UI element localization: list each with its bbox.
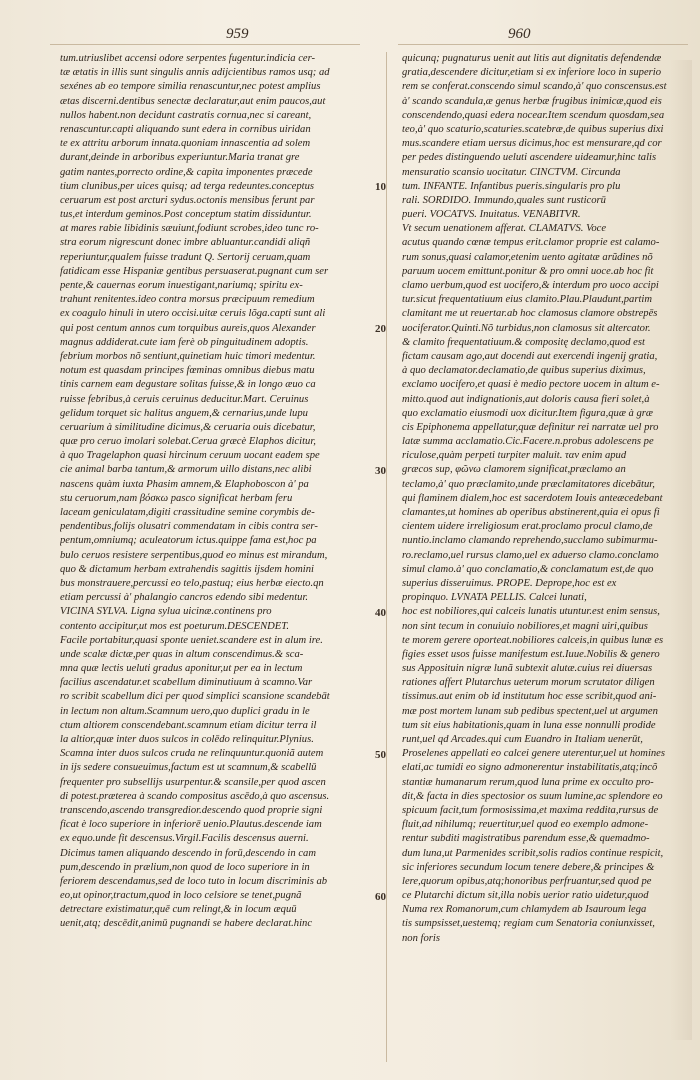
- text-line: tinis carnem eam degustare solitas fuisse,& in longo æuo ca: [60, 379, 316, 391]
- text-line: gratia,descendere dicitur,etiam si ex inferiore loco in superio: [402, 67, 662, 79]
- text-line: per pedes distinguendo ueluti ascendere uideamur,hinc talis: [402, 152, 657, 164]
- text-line: teclamo,à' quo præclamito,unde præclamitatores dicebātur,: [402, 478, 655, 490]
- text-line: in ijs sedere consueuimus,factum est ut scamnum,& scabellū: [60, 762, 317, 774]
- text-line: teo,à' quo scaturio,scaturies.scatebræ,de quibus superius dixi: [402, 123, 664, 135]
- text-line: cie animal barba tantum,& armorum uillo distans,nec alibi: [60, 464, 312, 476]
- text-line: clamo uerbum,quod est uocifero,& interdum pro uoco accipi: [402, 280, 659, 291]
- text-line: unde scalæ dictæ,per quas in altum conscendimus.& sca-: [60, 648, 304, 660]
- text-line: uenit,atq; descēdit,animū pugnandi se habere declarat.hinc: [60, 918, 313, 930]
- text-line: runt,uel qd Arcades.qui cum Euandro in Italiam uenerūt,: [402, 734, 643, 745]
- text-line: riculose,quàm perpeti turpiter maluit. ταν enim apud: [402, 450, 627, 462]
- text-line: Dicimus tamen aliquando descendo in forū,descendo in cam: [60, 847, 316, 859]
- text-line: at mares rabie libidinis sæuiunt,fodiunt scrobes,ideo tunc ro-: [60, 223, 319, 235]
- text-line: sic inferiores secundum locum tenere debere,& principes &: [402, 861, 655, 873]
- text-line: simul clamo.à' quo conclamatio,& conclamatum est,de quo: [402, 563, 654, 575]
- text-line: te ex attritu arborum innata.quoniam innascentia ad solem: [60, 138, 311, 150]
- text-line: tur.sicut frequentatiuum eius clamito.Plau.Plaudunt,partim: [402, 294, 653, 306]
- text-line: ætas discerni.dentibus senectæ declaratur,aut enim paucos,aut: [60, 95, 326, 107]
- text-line: à' scando scandula,æ genus herbæ frugibus inimicæ,quod eis: [402, 95, 662, 107]
- text-line: Facile portabitur,quasi sponte ueniet.scandere est in alum ire.: [60, 634, 323, 646]
- text-line: nuntio.inclamo clamando reprehendo,succlamo subimurmu-: [402, 535, 658, 547]
- text-line: la altior,quæ inter duos sulcos in colēdo relinquitur.Plynius.: [60, 734, 314, 745]
- text-line: durant,deinde in arboribus experiuntur.Maria tranat gre: [60, 152, 300, 164]
- text-line: exclamo uocifero,et quasi è medio pectore uocem in altum e-: [402, 379, 660, 391]
- text-line: quo & dictamum herbam extrahendis sagittis ijsdem homini: [60, 563, 314, 575]
- text-line: ce Plutarchi dictum sit,illa nobis uerior ratio uidetur,quod: [402, 890, 649, 902]
- text-line: ro scribit scabellum dici per quod simplici scansione scandebāt: [60, 691, 330, 703]
- text-line: fluit,ad nihilumq; reuertitur,uel quod eo exemplo admone-: [402, 819, 649, 831]
- text-line: quicunq; pugnaturus uenit aut litis aut dignitatis defendendæ: [402, 53, 662, 64]
- text-line: qui post centum annos cum torquibus aureis,quos Alexander: [60, 322, 316, 334]
- text-line: à quo declamator.declamatio,de quibus superius diximus,: [402, 365, 646, 377]
- text-line: fictam causam ago,aut docendi aut exercendi ingenij gratia,: [402, 350, 658, 362]
- text-line: propinquo. LVNATA PELLIS. Calcei lunati,: [402, 592, 587, 604]
- text-line: stantiæ humanarum rerum,quod luna prime ex occulto pro-: [402, 776, 654, 788]
- text-line: tum.utriuslibet accensi odore serpentes fugentur.indicia cer-: [60, 53, 316, 64]
- text-line: contento accipitur,ut mos est poeturum.DESCENDET.: [60, 620, 290, 632]
- text-line: ex coagulo hinuli in utero occisi.uitæ ceruis lõga.capti sunt ali: [60, 308, 326, 320]
- text-line: in lectum non altum.Scamnum uero,quo duplici gradu in le: [60, 705, 310, 717]
- text-line: magnus addiderat.cute iam ferè ob pinguitudinem adoptis.: [60, 336, 309, 348]
- text-line: clamitant me ut reuertar.ab hoc clamosus clamore obstrepēs: [402, 308, 658, 320]
- text-line: dum luna,ut Parmenides scribit,solis radios continue respicit,: [402, 847, 664, 859]
- text-line: feriorem descendamus,sed de loco tuto in locum discriminis ab: [60, 875, 328, 887]
- text-line: trahunt renitentes.ideo contra morsus præcipuum remedium: [60, 294, 315, 306]
- text-line: detrectare existimatur,quē cum relingt,& in locum æquū: [60, 904, 297, 916]
- text-line: nullos habent.non decidunt castratis cornua,nec si careant,: [60, 109, 312, 121]
- text-line: gelidum torquet sic halitus anguem,& cernarius,unde lupu: [60, 407, 308, 419]
- text-line: te morem gerere oporteat.nobiliores calceis,in quibus lunæ es: [402, 634, 664, 646]
- text-line: VICINA SYLVA. Ligna sylua uicinæ.continens pro: [60, 606, 272, 618]
- text-line: reperiuntur,qualem fuisse tradunt Q. Sertorij ceruam,quam: [60, 251, 311, 263]
- line-number: 20: [375, 322, 386, 335]
- text-line: febrium morbos nõ sentiunt,quinetiam huic timori medentur.: [60, 350, 316, 362]
- text-line: stra eorum nigrescunt donec imbre abluantur.candidi aliqñ: [60, 237, 311, 249]
- text-line: fatidicam esse Hispaniæ gentibus persuaserat.pugnant cum ser: [60, 265, 329, 277]
- text-line: tis sumpsisset,uestemq; regiam cum Senatoria coniunxisset,: [402, 918, 655, 930]
- text-line: tum. INFANTE. Infantibus pueris.singularis pro plu: [402, 180, 621, 192]
- text-line: quo exclamatio eiusmodi uox dicitur.Item figura,quæ à græ: [402, 407, 653, 419]
- text-line: frequenter pro subsellijs usurpentur.& scansile,per quod ascen: [60, 776, 326, 788]
- text-line: bus monstrauere,percussi eo telo,pastuq; eius herbæ eiecto.qn: [60, 577, 324, 589]
- text-line: pentum,omniumq; aculeatorum ictus.quippe fama est,hoc pa: [60, 535, 317, 547]
- page-edge-shadow: [670, 60, 692, 1040]
- text-line: stu ceruorum,nam βόσκω pasco significat herbam feru: [60, 492, 293, 504]
- text-line: uociferator.Quinti.Nõ turbidus,non clamosus sit altercator.: [402, 322, 651, 334]
- text-line: ruisse febribus,à ceruis ceruinus deducitur.Mart. Ceruinus: [60, 393, 309, 405]
- text-line: pendentibus,folijs olusatri commendatam in cibis contra ser-: [60, 521, 318, 533]
- text-line: di potest.præterea à scando compositus ascēdo,à quo ascensus.: [60, 790, 330, 802]
- text-line: rentur subditi magistratibus parendum esse,& quemadmo-: [402, 833, 650, 845]
- text-line: superius disseruimus. PROPE. Deprope,hoc est ex: [402, 577, 617, 589]
- text-line: cientem uidere irreligiosum erat.proclamo procul clamo,de: [402, 521, 653, 533]
- text-line: etiam percussi à' phalangio cancros edendo sibi medentur.: [60, 592, 309, 604]
- text-line: notum est quasdam principes fœminas omnibus diebus matu: [60, 365, 315, 377]
- line-number: 30: [375, 464, 386, 477]
- text-line: pente,& cauernas eorum inuestigant,nariumq; spiritu ex-: [60, 280, 303, 291]
- top-rule-left: [50, 44, 360, 45]
- page-number-right: 960: [508, 26, 531, 42]
- text-line: tium clunibus,per uices quisq; ad terga redeuntes.conceptus: [60, 180, 315, 192]
- text-line: rationes affert Plutarchus ueterum morum scrutator diligen: [402, 677, 655, 689]
- text-line: tus,et interdum geminos.Post conceptum statim dissiduntur.: [60, 209, 312, 221]
- text-line: rali. SORDIDO. Immundo,quales sunt rusticorū: [402, 194, 606, 206]
- text-line: cis Epiphonema appellatur,quæ definitur rei narratæ uel pro: [402, 421, 659, 433]
- text-line: eo,ut opinor,tractum,quod in loco celsiore se tenet,pugnã: [60, 890, 302, 902]
- text-line: dit,& facta in dies spectosior os suum lumine,ac splendore eo: [402, 790, 663, 802]
- text-line: acutus quando cœnæ tempus erit.clamor proprie est calamo-: [402, 237, 660, 249]
- text-line: tissimus.aut enim ob id institutum hoc esse scribit,quod ani-: [402, 691, 657, 703]
- text-line: sus Apposituin nigræ lunã subtexit alutæ.cuius rei diuersas: [402, 663, 653, 675]
- text-line: elati,ac tumidi eo signo admonerentur instabilitatis,atq;incõ: [402, 762, 658, 774]
- text-line: bulo ceruos resistere serpentibus,quod eo minus est mirandum,: [60, 549, 328, 561]
- text-line: conscendendo,quasi edera nocear.Item scendum quosdam,sea: [402, 109, 665, 121]
- text-line: ro.reclamo,uel rursus clamo,uel ex aduerso clamo.conclamo: [402, 549, 659, 561]
- text-line: rum sonus,quasi calamor,etenim uento agitatæ arũdines nõ: [402, 251, 653, 263]
- text-line: renascuntur.capti aliquando sunt edera in cornibus uiridan: [60, 123, 311, 135]
- text-line: latæ summa acclamatio.Cic.Facere.n.probus adolescens pe: [402, 436, 654, 448]
- text-line: pueri. VOCATVS. Inuitatus. VENABITVR.: [402, 209, 581, 221]
- text-line: facilius ascendatur.et scabellum diminutiuum à scamno.Var: [60, 677, 313, 689]
- line-number: 50: [375, 748, 386, 761]
- text-line: & clamito frequentatiuum.& compositę declamo,quod est: [402, 336, 645, 348]
- text-line: mus.scandere etiam uersus dicimus,hoc est mensurare,qd cor: [402, 138, 662, 150]
- text-line: mensuratio scansio uocitatur. CINCTVM. Circunda: [402, 166, 621, 178]
- line-number: 60: [375, 890, 386, 903]
- text-line: tæ ætatis in illis sunt singulis annis adijcientibus ramos usq; ad: [60, 67, 330, 79]
- text-line: pum,descendo in prælium,non quod de loco superiore in in: [60, 861, 310, 873]
- text-line: à quo Tragelaphon quasi hircinum ceruum uocant eadem spe: [60, 450, 320, 462]
- text-line: Numa rex Romanorum,cum chlamydem ab Isauroum lega: [402, 904, 647, 916]
- top-rule-right: [398, 44, 688, 45]
- text-line: lere,quorum opibus,atq;honoribus perfruantur,sed quod pe: [402, 875, 652, 887]
- text-line: mitto.quod aut indignationis,aut doloris causa fieri solet,à: [402, 393, 650, 405]
- text-line: ceruarum est post arcturi sydus.octonis mensibus ferunt par: [60, 194, 315, 206]
- text-line: ficat è loco superiore in inferiorē uenio.Plautus.descende iam: [60, 819, 322, 831]
- text-line: Scamna inter duos sulcos cruda ne relinquuntur.quoniã autem: [60, 748, 324, 760]
- text-line: Proselenes appellati eo calcei genere uterentur,uel ut homines: [402, 748, 666, 760]
- text-line: ceruarium à similitudine dicimus,& ceruaria ouis dicebatur,: [60, 421, 316, 433]
- text-line: sexénes ab eo tempore similia renascuntur,nec potest amplius: [60, 81, 321, 93]
- column-divider: [386, 52, 387, 1062]
- text-line: non sint tecum in conuiuio nobiliores,et magni uiri,quibus: [402, 620, 648, 632]
- text-line: quæ pro ceruo imolari solebat.Cerua græcè Elaphos dicitur,: [60, 436, 316, 448]
- text-line: figies esset usos fuisse manifestum est.Iuue.Nobilis & genero: [402, 648, 660, 660]
- text-line: rem se conferat.conscendo simul scando,à' quo conscensus.est: [402, 81, 667, 93]
- text-line: ctum altiorem conscendebant.scamnum etiam dicitur terra il: [60, 719, 317, 731]
- text-line: qui flaminem dialem,hoc est sacerdotem Iouis anteæcedebant: [402, 492, 663, 504]
- text-line: nascens quàm iuxta Phasim amnem,& Elaphoboscon à' pa: [60, 478, 309, 490]
- text-line: tum sit eius habitationis,quam in luna esse nonnulli prodide: [402, 719, 656, 731]
- text-line: Vt secum uenationem afferat. CLAMATVS. Voce: [402, 223, 607, 235]
- text-line: spicuum facit,tum formosissima,et maxima reddita,rursus de: [402, 804, 659, 816]
- left-text-column: [60, 52, 360, 932]
- text-line: laceam geniculatam,digiti crassitudine semine corymbis de-: [60, 507, 315, 518]
- text-line: non foris: [402, 932, 440, 944]
- line-number: 10: [375, 180, 386, 193]
- text-line: hoc est nobiliores,qui calceis lunatis utuntur.est enim sensus,: [402, 606, 660, 618]
- line-number: 40: [375, 606, 386, 619]
- text-line: ex equo.unde fit descensus.Virgil.Facilis descensus auerni.: [60, 833, 309, 845]
- page-number-left: 959: [226, 26, 249, 42]
- text-line: clamantes,ut homines ab operibus abstinerent,quia ei opus fi: [402, 507, 660, 518]
- text-line: mæ post mortem lunam sub pedibus spectent,uel ut argumen: [402, 705, 658, 717]
- right-text-column: [402, 52, 692, 946]
- text-line: gatim nantes,porrecto ordine,& capita imponentes præcede: [60, 166, 313, 178]
- text-line: paruum uocem emittunt.ponitur & pro omni uoce.ab hoc fit: [402, 265, 654, 277]
- text-line: mna quæ lectis ueluti gradus aponitur,ut per ea in lectum: [60, 663, 303, 675]
- text-line: transcendo,ascendo transgredior.descendo quod proprie signi: [60, 804, 323, 816]
- text-line: græcos sup, φῶνω clamorem significat,præclamo an: [402, 464, 626, 476]
